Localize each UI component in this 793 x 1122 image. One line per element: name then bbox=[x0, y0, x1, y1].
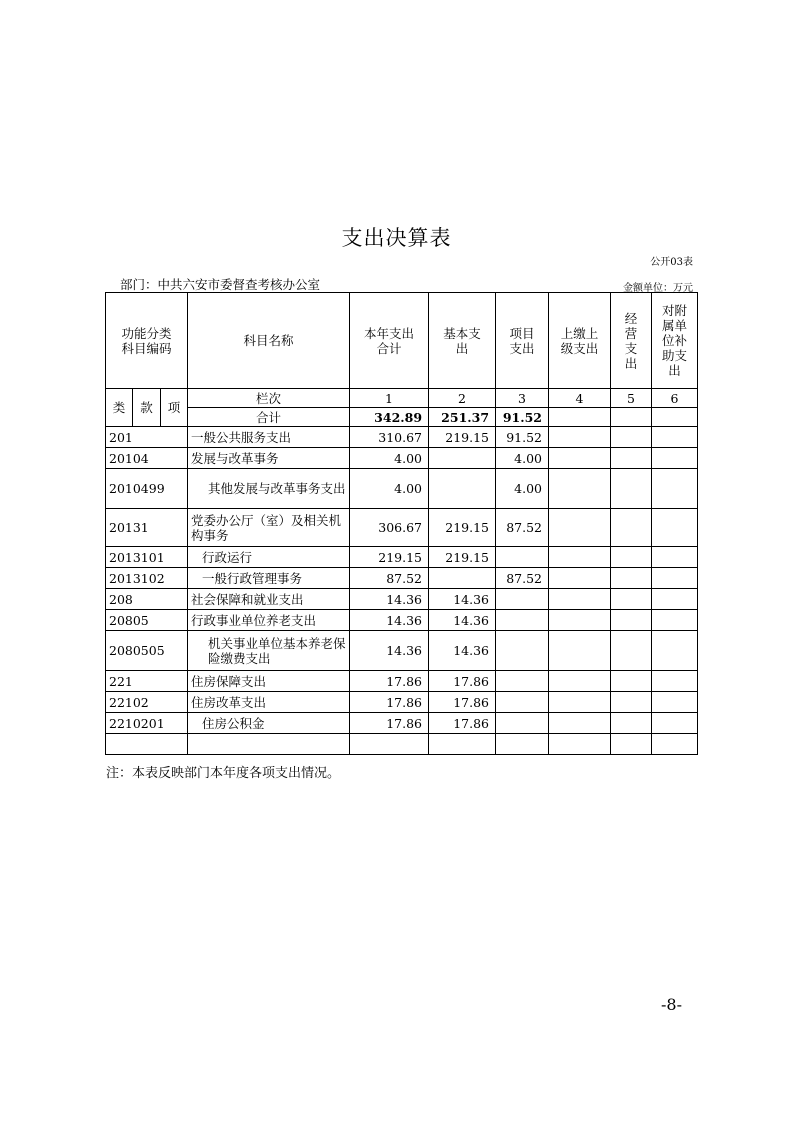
header-operating: 经营支出 bbox=[611, 293, 652, 389]
row-name: 行政运行 bbox=[188, 547, 350, 568]
row-code: 2010499 bbox=[106, 469, 188, 509]
header-basic: 基本支出 bbox=[429, 293, 496, 389]
row-project bbox=[496, 589, 549, 610]
row-basic: 14.36 bbox=[429, 589, 496, 610]
row-project bbox=[496, 692, 549, 713]
header-kuan: 款 bbox=[133, 389, 161, 427]
table-row bbox=[106, 610, 698, 631]
table-row bbox=[106, 547, 698, 568]
row-basic: 219.15 bbox=[429, 427, 496, 448]
row-basic: 219.15 bbox=[429, 547, 496, 568]
row-name: 发展与改革事务 bbox=[188, 448, 350, 469]
empty-row bbox=[106, 734, 698, 755]
row-total: 219.15 bbox=[350, 547, 429, 568]
header-name: 科目名称 bbox=[188, 293, 350, 389]
row-project: 87.52 bbox=[496, 509, 549, 547]
summary-label: 合计 bbox=[188, 408, 350, 427]
row-basic: 219.15 bbox=[429, 509, 496, 547]
header-xiang: 项 bbox=[161, 389, 188, 427]
department-label: 部门：中共六安市委督查考核办公室 bbox=[120, 277, 321, 292]
row-code: 20104 bbox=[106, 448, 188, 469]
table-row bbox=[106, 589, 698, 610]
row-project: 91.52 bbox=[496, 427, 549, 448]
row-basic: 14.36 bbox=[429, 610, 496, 631]
summary-basic: 251.37 bbox=[429, 408, 496, 427]
row-basic bbox=[429, 568, 496, 589]
row-total: 17.86 bbox=[350, 713, 429, 734]
column-label: 栏次 bbox=[188, 389, 350, 408]
col-index-5: 5 bbox=[611, 389, 652, 408]
row-basic: 17.86 bbox=[429, 671, 496, 692]
row-name: 住房公积金 bbox=[188, 713, 350, 734]
row-project bbox=[496, 547, 549, 568]
row-name: 住房保障支出 bbox=[188, 671, 350, 692]
table-note: 注：本表反映部门本年度各项支出情况。 bbox=[106, 766, 341, 781]
row-total: 4.00 bbox=[350, 469, 429, 509]
row-total: 4.00 bbox=[350, 448, 429, 469]
table-row bbox=[106, 713, 698, 734]
header-project: 项目支出 bbox=[496, 293, 549, 389]
row-code: 20805 bbox=[106, 610, 188, 631]
row-total: 17.86 bbox=[350, 671, 429, 692]
row-name: 社会保障和就业支出 bbox=[188, 589, 350, 610]
row-total: 306.67 bbox=[350, 509, 429, 547]
row-project: 87.52 bbox=[496, 568, 549, 589]
row-total: 17.86 bbox=[350, 692, 429, 713]
row-basic: 17.86 bbox=[429, 692, 496, 713]
header-upper: 上缴上级支出 bbox=[549, 293, 611, 389]
row-total: 87.52 bbox=[350, 568, 429, 589]
header-row bbox=[106, 293, 698, 389]
form-number: 公开03表 bbox=[650, 257, 693, 268]
table-row bbox=[106, 469, 698, 509]
column-index-row bbox=[106, 389, 698, 408]
row-project bbox=[496, 671, 549, 692]
row-code: 20131 bbox=[106, 509, 188, 547]
row-total: 14.36 bbox=[350, 631, 429, 671]
row-code: 201 bbox=[106, 427, 188, 448]
table-row bbox=[106, 568, 698, 589]
row-project bbox=[496, 610, 549, 631]
col-index-4: 4 bbox=[549, 389, 611, 408]
header-total: 本年支出合计 bbox=[350, 293, 429, 389]
row-basic: 14.36 bbox=[429, 631, 496, 671]
summary-row bbox=[106, 408, 698, 427]
row-total: 14.36 bbox=[350, 589, 429, 610]
expenditure-table bbox=[105, 292, 698, 755]
row-basic bbox=[429, 469, 496, 509]
row-name: 行政事业单位养老支出 bbox=[188, 610, 350, 631]
summary-total: 342.89 bbox=[350, 408, 429, 427]
row-code: 2013101 bbox=[106, 547, 188, 568]
header-lei: 类 bbox=[106, 389, 133, 427]
table-row bbox=[106, 631, 698, 671]
row-code: 208 bbox=[106, 589, 188, 610]
row-project bbox=[496, 713, 549, 734]
col-index-1: 1 bbox=[350, 389, 429, 408]
col-index-6: 6 bbox=[652, 389, 698, 408]
col-index-3: 3 bbox=[496, 389, 549, 408]
row-total: 310.67 bbox=[350, 427, 429, 448]
row-name: 一般行政管理事务 bbox=[188, 568, 350, 589]
header-code: 功能分类科目编码 bbox=[106, 293, 188, 389]
row-code: 221 bbox=[106, 671, 188, 692]
table-row bbox=[106, 692, 698, 713]
table-row bbox=[106, 427, 698, 448]
header-subsidy: 对附属单位补助支出 bbox=[652, 293, 698, 389]
row-project bbox=[496, 631, 549, 671]
row-name: 一般公共服务支出 bbox=[188, 427, 350, 448]
row-project: 4.00 bbox=[496, 448, 549, 469]
row-name: 其他发展与改革事务支出 bbox=[188, 469, 350, 509]
table-row bbox=[106, 509, 698, 547]
row-name: 党委办公厅（室）及相关机构事务 bbox=[188, 509, 350, 547]
row-name: 住房改革支出 bbox=[188, 692, 350, 713]
row-code: 2210201 bbox=[106, 713, 188, 734]
row-basic: 17.86 bbox=[429, 713, 496, 734]
row-project: 4.00 bbox=[496, 469, 549, 509]
row-name: 机关事业单位基本养老保险缴费支出 bbox=[188, 631, 350, 671]
summary-project: 91.52 bbox=[496, 408, 549, 427]
unit-label: 金额单位：万元 bbox=[623, 283, 693, 294]
row-code: 2080505 bbox=[106, 631, 188, 671]
row-code: 22102 bbox=[106, 692, 188, 713]
page-title: 支出决算表 bbox=[341, 226, 452, 250]
table-row bbox=[106, 671, 698, 692]
row-code: 2013102 bbox=[106, 568, 188, 589]
page-number: -8- bbox=[661, 995, 682, 1014]
col-index-2: 2 bbox=[429, 389, 496, 408]
table-row bbox=[106, 448, 698, 469]
row-total: 14.36 bbox=[350, 610, 429, 631]
row-basic bbox=[429, 448, 496, 469]
